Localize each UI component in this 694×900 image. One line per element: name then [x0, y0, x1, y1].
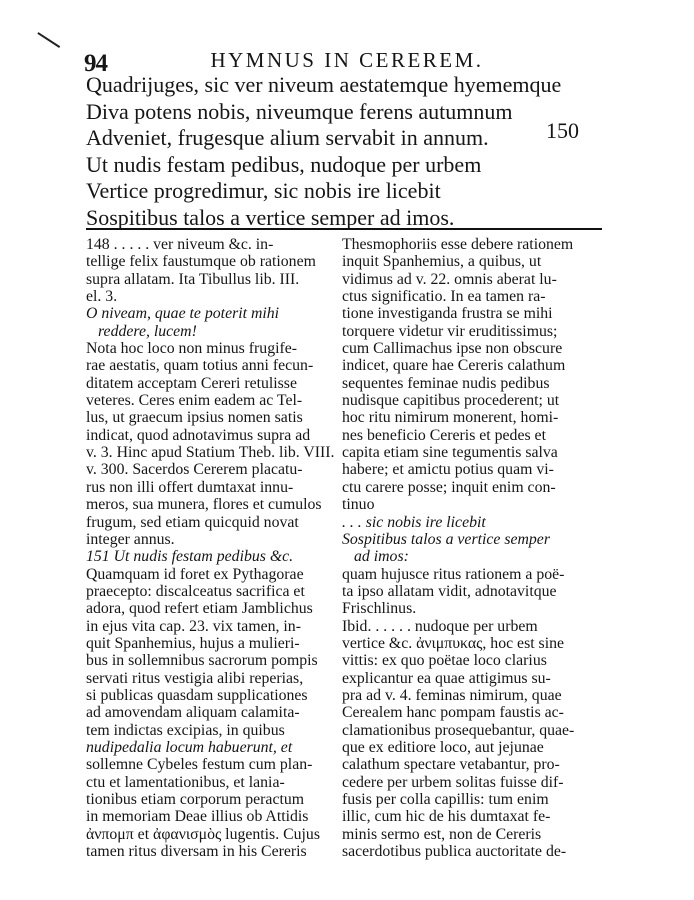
verse-line: Sospitibus talos a vertice semper ad imos.	[86, 204, 455, 230]
note-line: . . . sic nobis ire licebit	[342, 513, 486, 531]
note-line: bus in sollemnibus sacrorum pompis	[86, 652, 318, 670]
verse-line-number: 150	[546, 118, 579, 143]
note-line: nudisque capitibus procederent; ut	[342, 392, 560, 410]
verse-line: Diva potens nobis, niveumque ferens autumnum	[86, 98, 513, 124]
note-line: veteres. Ceres enim eadem ac Tel-	[86, 392, 303, 410]
note-line: el. 3.	[86, 288, 118, 306]
verse-line: Adveniet, frugesque alium servabit in annum.	[86, 125, 489, 150]
note-line: vertice &c. ἀνιμπυκας, hoc est sine	[342, 634, 565, 652]
note-line: Nota hoc loco non minus frugife-	[86, 340, 298, 358]
note-line: servati ritus vestigia alibi reperias,	[86, 669, 304, 687]
note-line: calathum spectare vetabantur, pro-	[342, 756, 560, 774]
note-line: illic, cum hic de his dumtaxat fe-	[342, 808, 551, 826]
note-line: pra ad v. 4. feminas nimirum, quae	[342, 686, 562, 704]
notes-right-column	[342, 236, 602, 860]
note-line: inquit Spanhemius, a quibus, ut	[342, 253, 542, 271]
note-line: 148 . . . . . ver niveum &c. in-	[86, 236, 274, 253]
scan-mark	[38, 32, 61, 47]
note-line: in ejus vita cap. 23. vix tamen, in-	[86, 617, 301, 635]
note-line: hoc ritu nimirum monerent, homi-	[342, 409, 559, 427]
running-title: HYMNUS IN CEREREM.	[210, 48, 484, 72]
note-line: ctu et lamentationibus, et lania-	[86, 773, 285, 791]
note-line: O niveam, quae te poterit mihi	[86, 305, 280, 323]
note-line: praecepto: discalceatus sacrifica et	[86, 582, 305, 600]
note-line: quam hujusce ritus rationem a poë-	[342, 565, 565, 583]
note-line: ad amovendam aliquam calamita-	[86, 704, 300, 722]
note-line: rae aestatis, quam totius anni fecun-	[86, 357, 314, 375]
note-line: sacerdotibus publica auctoritate de-	[342, 843, 567, 861]
note-line: capita etiam sine tegumentis salva	[342, 444, 558, 462]
note-line: 151 Ut nudis festam pedibus &c.	[86, 548, 294, 566]
note-line: minis sermo est, non de Cereris	[342, 825, 542, 843]
note-line: v. 3. Hinc apud Statium Theb. lib. VIII.	[86, 444, 335, 462]
note-line: integer annus.	[86, 530, 175, 548]
note-line: ta ipso allatam vidit, adnotavitque	[342, 582, 557, 600]
note-line: Quamquam id foret ex Pythagorae	[86, 565, 304, 583]
verse-line: Ut nudis festam pedibus, nudoque per urbem	[86, 151, 482, 177]
note-line: quit Spanhemius, hujus a mulieri-	[86, 634, 300, 652]
note-line: tinuo	[342, 496, 375, 514]
note-line: v. 300. Sacerdos Cererem placatu-	[86, 461, 303, 479]
note-line: ditatem acceptam Cereri retulisse	[86, 374, 297, 392]
note-line: tione investiganda frustra se mihi	[342, 305, 553, 323]
note-line: Frischlinus.	[342, 600, 417, 618]
note-line: cum Callimachus ipse non obscure	[342, 340, 563, 358]
note-line: in memoriam Deae illius ob Attidis	[86, 808, 309, 826]
note-line: sequentes feminae nudis pedibus	[342, 374, 550, 392]
verse-line: Quadrijuges, sic ver niveum aestatemque hyememque	[86, 72, 562, 97]
note-line: si publicas quasdam supplicationes	[86, 686, 308, 704]
note-line: explicantur ea quae attigimus su-	[342, 669, 551, 687]
note-line: clamationibus prosequebantur, quae-	[342, 721, 575, 739]
note-line: vittis: ex quo poëtae loco clarius	[342, 652, 547, 670]
note-line: supra allatam. Ita Tibullus lib. III.	[86, 270, 300, 288]
page-number: 94	[84, 50, 107, 77]
note-line: ctu carere posse; inquit enim con-	[342, 478, 556, 496]
note-line: ad imos:	[354, 548, 409, 566]
note-line: indicat, quod adnotavimus supra ad	[86, 426, 311, 444]
verse-block	[86, 72, 616, 231]
note-line: cedere per urbem solitas fuisse dif-	[342, 773, 564, 791]
note-line: vidimus ad v. 22. omnis aberat lu-	[342, 270, 557, 288]
note-line: adora, quod refert etiam Jamblichus	[86, 600, 313, 618]
note-line: ctus significatio. In ea tamen ra-	[342, 288, 546, 306]
note-line: rus non illi offert dumtaxat innu-	[86, 478, 294, 496]
note-line: lus, ut graecum ipsius nomen satis	[86, 409, 303, 427]
note-line: Cerealem hanc pompam faustis ac-	[342, 704, 564, 722]
note-line: sollemne Cybeles festum cum plan-	[86, 756, 313, 774]
note-line: fusis per colla capillis: tum enim	[342, 791, 549, 808]
note-line: torquere videtur vir eruditissimus;	[342, 322, 558, 340]
notes-left-column	[86, 236, 344, 860]
note-line: Ibid. . . . . . nudoque per urbem	[342, 617, 538, 635]
note-line: nes beneficio Cereris et pedes et	[342, 426, 546, 444]
note-line: Thesmophoriis esse debere rationem	[342, 236, 574, 253]
note-line: reddere, lucem!	[98, 322, 197, 340]
note-line: ἀνπομπ et ἀφανισμὸς lugentis. Cujus	[86, 825, 320, 843]
note-line: Sospitibus talos a vertice semper	[342, 530, 550, 548]
note-line: tamen ritus diversam in his Cereris	[86, 843, 307, 861]
separator-rule	[86, 228, 602, 230]
note-line: tellige felix faustumque ob rationem	[86, 253, 316, 271]
note-line: nudipedalia locum habuerunt, et	[86, 738, 293, 756]
verse-line: Vertice progredimur, sic nobis ire licebit	[86, 178, 441, 203]
note-line: tionibus etiam corporum peractum	[86, 791, 305, 808]
note-line: meros, sua munera, flores et cumulos	[86, 496, 322, 514]
note-line: habere; et amictu potius quam vi-	[342, 461, 554, 479]
note-line: indicet, quare hae Cereris calathum	[342, 357, 566, 375]
note-line: que ex editiore loco, aut jejunae	[342, 738, 544, 756]
note-line: frugum, sed etiam quicquid novat	[86, 513, 299, 531]
note-line: tem indictas excipias, in quibus	[86, 721, 285, 739]
